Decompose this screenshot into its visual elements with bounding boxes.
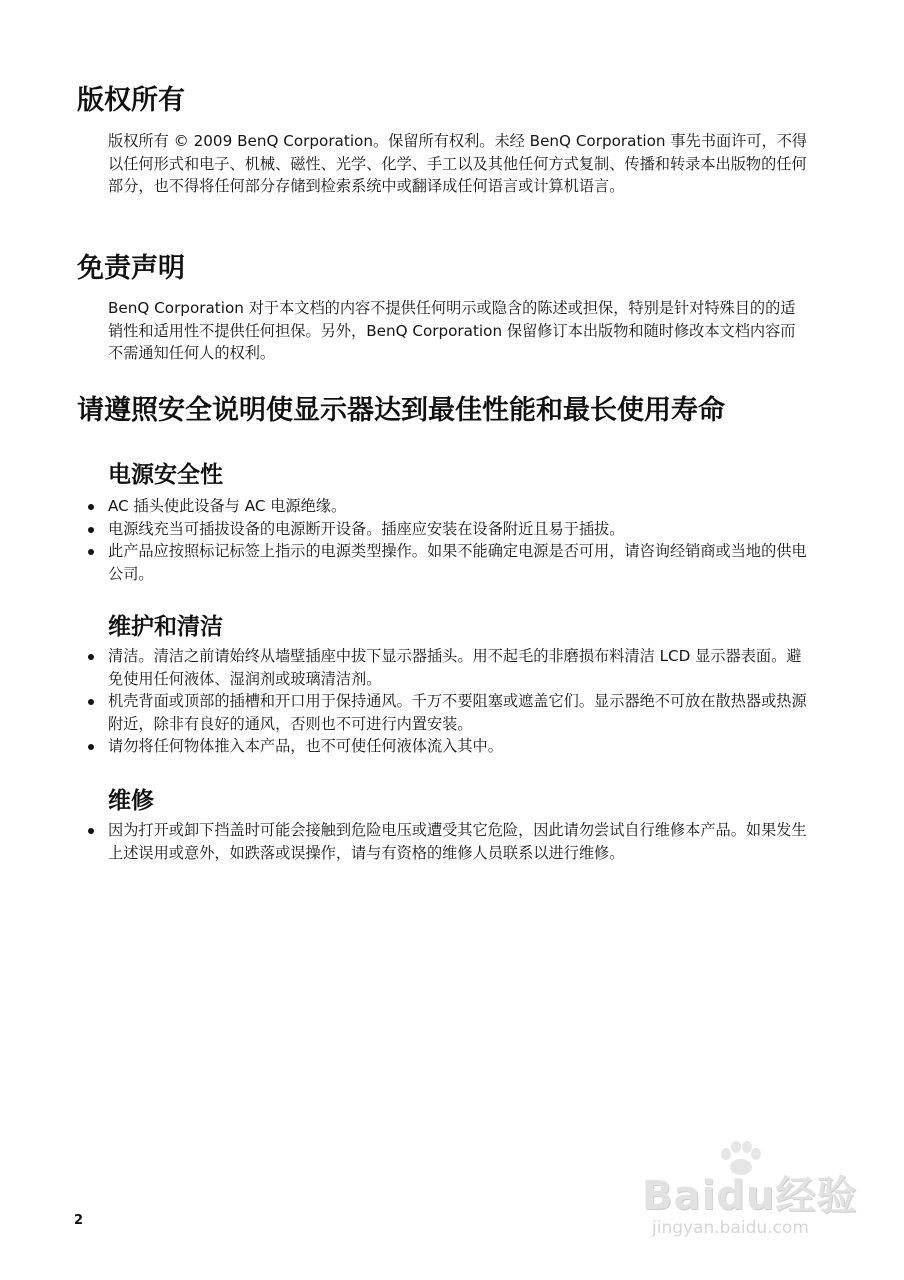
list-item [88,735,810,758]
bullet-icon [88,527,94,533]
page-number: 2 [74,1213,84,1228]
list-item-text: 电源线充当可插拔设备的电源断开设备。插座应安装在设备附近且易于插拔。 [108,519,625,538]
power-safety-list [88,495,810,585]
safety-heading: 请遵照安全说明使显示器达到最佳性能和最长使用寿命 [77,395,725,426]
bullet-icon [88,744,94,750]
baidu-watermark [642,1140,862,1250]
bullet-icon [88,699,94,705]
list-item [88,645,810,690]
watermark-logo: Baidu经验 [642,1173,858,1219]
list-item-text: 请勿将任何物体推入本产品，也不可使任何液体流入其中。 [108,737,503,755]
bullet-icon [88,654,94,660]
list-item [88,540,810,585]
power-safety-heading: 电源安全性 [108,462,223,488]
list-item [88,819,810,864]
disclaimer-paragraph: BenQ Corporation 对于本文档的内容不提供任何明示或隐含的陈述或担保，特别是针对特殊目的的适销性和适用性不提供任何担保。另外，BenQ Corporation 保留修订本出版物和随时修改本文档内容而不需通知任何人的权利。 [108,299,796,362]
list-item-text: 此产品应按照标记标签上指示的电源类型操作。如果不能确定电源是否可用，请咨询经销商或当地的供电公司。 [108,542,807,583]
copyright-paragraph: 版权所有 © 2009 BenQ Corporation。保留所有权利。未经 BenQ Corporation 事先书面许可，不得以任何形式和电子、机械、磁性、光学、化学、手工以及其他任何方式复制、传播和转录本出版物的任何部分，也不得将任何部分存储到检索系统中或翻译成任何语言或计算机语言。 [108,132,808,195]
repair-list [88,819,810,864]
care-heading: 维护和清洁 [108,614,223,640]
list-item [88,495,810,518]
list-item-text: 因为打开或卸下挡盖时可能会接触到危险电压或遭受其它危险，因此请勿尝试自行维修本产品。如果发生上述误用或意外，如跌落或误操作，请与有资格的维修人员联系以进行维修。 [108,821,807,862]
bullet-icon [88,549,94,555]
care-list [88,645,810,758]
list-item-text: 机壳背面或顶部的插槽和开口用于保持通风。千万不要阻塞或遮盖它们。显示器绝不可放在散热器或热源附近，除非有良好的通风，否则也不可进行内置安装。 [108,692,807,733]
list-item [88,690,810,735]
watermark-url: jingyan.baidu.com [652,1218,809,1238]
list-item-text: AC 插头使此设备与 AC 电源绝缘。 [108,497,347,515]
copyright-heading: 版权所有 [77,85,185,116]
disclaimer-heading: 免责声明 [77,253,185,284]
repair-heading: 维修 [108,788,154,814]
list-item-text: 清洁。清洁之前请始终从墙壁插座中拔下显示器插头。用不起毛的非磨损布料清洁 LCD 显示器表面。避免使用任何液体、湿润剂或玻璃清洁剂。 [108,647,802,688]
bullet-icon [88,828,94,834]
list-item [88,518,810,541]
bullet-icon [88,504,94,510]
